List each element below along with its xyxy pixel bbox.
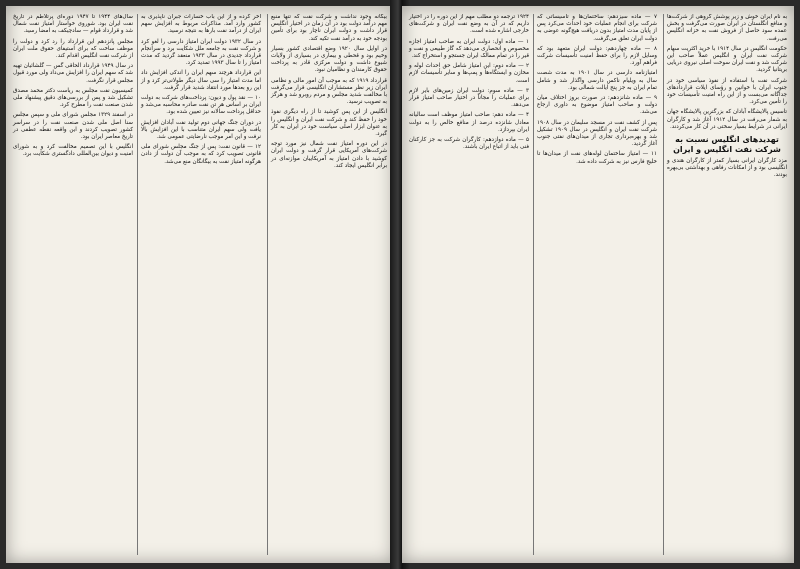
left-page-column-1 — [267, 14, 390, 555]
paragraph: مجلس پانزدهم این قرارداد را رد کرد و دولت را موظف ساخت که برای استیفای حقوق ملت ایران از شرکت نفت انگلیس اقدام کند. — [13, 38, 133, 60]
paragraph: آخر کرده و از این باب خسارات جبران ناپذیری به کشور وارد آمد. مذاکرات مربوط به افزایش سهم ایران از درآمد نفت بارها به نتیجه نرسید. — [141, 14, 261, 35]
paragraph: ۱۹۲۴ ترجمه دو مطلب مهم از این دوره را در اختیار داریم که در آن به وضع نفت ایران و شرکت‌های خارجی اشاره شده است. — [409, 14, 529, 35]
paragraph: انگلیس با این تصمیم مخالفت کرد و به شورای امنیت و دیوان بین‌المللی دادگستری شکایت برد. — [13, 144, 133, 158]
left-page — [6, 6, 394, 563]
paragraph: ۱۱ — امتیاز ساختمان لوله‌های نفت از میدان‌ها تا خلیج فارس نیز به شرکت داده شد. — [537, 151, 657, 165]
paragraph: ۵ — ماده دوازدهم: کارگران شرکت به جز کارکنان فنی باید از اتباع ایران باشند. — [409, 137, 529, 151]
paragraph: در دوران جنگ جهانی دوم تولید نفت آبادان افزایش یافت ولی سهم ایران متناسب با این افزایش بالا نرفت و این امر موجب نارضایتی عمومی شد. — [141, 119, 261, 141]
paragraph: ۱ — ماده اول: دولت ایران به صاحب امتیاز اجازه مخصوص و انحصاری می‌دهد که گاز طبیعی و نفت و قیر را در تمام ممالک ایران جستجو و استخراج کند. — [409, 38, 529, 60]
paragraph: ۴ — ماده دهم: صاحب امتیاز موظف است سالیانه معادل شانزده درصد از منافع خالص را به دولت ایران بپردازد. — [409, 112, 529, 133]
paragraph: شرکت نفت با استفاده از نفوذ سیاسی خود در جنوب ایران با خوانین و رؤسای ایلات قراردادهای جداگانه می‌بست و از این راه امنیت تأسیسات خود را تأمین می‌کرد. — [667, 77, 787, 106]
paragraph: ۷ — ماده سیزدهم: ساختمان‌ها و تأسیساتی که شرکت برای انجام عملیات خود احداث می‌کرد پس از پایان مدت امتیاز بدون دریافت هیچ‌گونه عوضی به دولت ایران تعلق می‌گرفت. — [537, 14, 657, 42]
paragraph: ۹ — ماده شانزدهم: در صورت بروز اختلاف میان دولت و صاحب امتیاز موضوع به داوری ارجاع می‌شد. — [537, 95, 657, 116]
paragraph: در اسفند ۱۳۲۹ مجلس شورای ملی و سپس مجلس سنا اصل ملی شدن صنعت نفت را در سراسر کشور تصویب کردند و این واقعه نقطه عطفی در تاریخ معاصر ایران بود. — [13, 112, 134, 141]
paragraph: ۳ — ماده سوم: دولت ایران زمین‌های بایر لازم برای عملیات را مجاناً در اختیار صاحب امتیاز قرار می‌دهد. — [409, 87, 529, 109]
paragraph: این قرارداد هرچند سهم ایران را اندکی افزایش داد اما مدت امتیاز را سی سال دیگر طولانی‌تر کرد و از این رو بعدها مورد انتقاد شدید قرار گرفت. — [141, 70, 261, 91]
paragraph: در سال ۱۹۴۹ قرارداد الحاقی گس — گلشائیان تهیه شد که سهم ایران را افزایش می‌داد ولی مورد قبول مجلس قرار نگرفت. — [13, 63, 133, 84]
paragraph: سال‌های ۱۹۴۴ تا ۱۹۴۷ دوره‌ای پرتلاطم در تاریخ نفت ایران بود. شوروی خواستار امتیاز نفت شمال شد و قرارداد قوام — سادچیکف به امضا رسید. — [13, 14, 133, 35]
section-heading: تهدیدهای انگلیس نسبت به شرکت نفت انگلیس و ایران — [673, 135, 781, 154]
paragraph: حکومت انگلیس در سال ۱۹۱۴ با خرید اکثریت سهام شرکت نفت ایران و انگلیس عملاً صاحب این شرکت شد و نفت ایران سوخت اصلی نیروی دریایی بریتانیا گردید. — [667, 45, 788, 74]
paragraph: در این دوره امتیاز نفت شمال نیز مورد توجه شرکت‌های آمریکایی قرار گرفت و دولت ایران کوشید با دادن امتیاز به آمریکاییان موازنه‌ای در برابر انگلیس ایجاد کند. — [271, 141, 387, 169]
paragraph: مزد کارگران ایرانی بسیار کمتر از کارگران هندی و انگلیسی بود و از امکانات رفاهی و بهداشتی بی‌بهره بودند. — [667, 158, 787, 179]
paragraph: پس از کشف نفت در مسجد سلیمان در سال ۱۹۰۸ شرکت نفت ایران و انگلیس در سال ۱۹۰۹ تشکیل شد و بهره‌برداری تجاری از میدان‌های نفتی جنوب آغاز گردید. — [537, 119, 657, 148]
paragraph: بیگانه وجود نداشت و شرکت نفت که تنها منبع مهم درآمد دولت بود در آن زمان در اختیار انگلیس قرار داشت و دولت ایران ناچار بود برای تأمین بودجه خود به درآمد نفت تکیه کند. — [271, 14, 387, 42]
paragraph: کمیسیون نفت مجلس به ریاست دکتر محمد مصدق تشکیل شد و پس از بررسی‌های دقیق پیشنهاد ملی شدن صنعت نفت را مطرح کرد. — [13, 87, 133, 109]
left-page-column-3 — [10, 14, 136, 555]
paragraph: به نام ایران خوش و زیر پوشش گروهی از شرکت‌ها و منافع انگلستان در ایران صورت می‌گرفت و بخش عمده سود حاصل از فروش نفت به خزانه انگلیس می‌رفت. — [667, 14, 787, 42]
paragraph: ۸ — ماده چهاردهم: دولت ایران متعهد بود که وسایل لازم را برای حفظ امنیت تأسیسات شرکت فراهم آورد. — [537, 45, 657, 67]
right-page-column-3 — [406, 14, 532, 555]
paragraph: قرارداد ۱۹۱۹ که به موجب آن امور مالی و نظامی ایران زیر نظر مستشاران انگلیسی قرار می‌گرفت با مخالفت شدید مجلس و مردم روبرو شد و هرگز به تصویب نرسید. — [271, 77, 387, 106]
paragraph: در سال ۱۹۳۲ دولت ایران امتیاز دارسی را لغو کرد و شرکت نفت به جامعه ملل شکایت برد و سرانجام قرارداد جدیدی در سال ۱۹۳۳ منعقد گردید که مدت امتیاز را تا سال ۱۹۹۳ تمدید کرد. — [141, 38, 261, 67]
right-page-column-1 — [663, 14, 790, 555]
right-page-column-2 — [533, 14, 660, 555]
paragraph: ۲ — ماده دوم: این امتیاز شامل حق احداث لوله و مخازن و ایستگاه‌ها و پمپ‌ها و سایر تأسیسات لازم است. — [409, 63, 529, 84]
paragraph: ۱۰ — نقد پول و دیون: پرداخت‌های شرکت به دولت ایران بر اساس هر تن نفت صادره محاسبه می‌شد و حداقل پرداخت سالانه نیز تعیین شده بود. — [141, 95, 261, 116]
paragraph: انگلیس از این پس کوشید تا از راه دیگری نفوذ خود را حفظ کند و شرکت نفت ایران و انگلیس را به عنوان ابزار اصلی سیاست خود در ایران به کار گیرد. — [271, 109, 387, 138]
paragraph: در اوایل سال ۱۹۲۰ وضع اقتصادی کشور بسیار وخیم بود و قحطی و بیماری در بسیاری از ولایات شیوع داشت و دولت مرکزی قادر به پرداخت حقوق کارمندان و نظامیان نبود. — [271, 45, 387, 74]
left-page-column-2 — [137, 14, 264, 555]
right-page — [402, 6, 794, 563]
paragraph: ۱۲ — قانون نفت: پس از جنگ مجلس شورای ملی قانونی تصویب کرد که به موجب آن دولت از دادن هرگونه امتیاز نفت به بیگانگان منع می‌شد. — [141, 144, 261, 165]
paragraph: تاسیس پالایشگاه آبادان که بزرگترین پالایشگاه جهان به شمار می‌رفت در سال ۱۹۱۲ آغاز شد و کارگران ایرانی در شرایط بسیار سختی در آن کار می‌کردند. — [667, 109, 787, 130]
paragraph: امتیازنامه دارسی در سال ۱۹۰۱ به مدت شصت سال به ویلیام ناکس دارسی واگذار شد و شامل تمام ایران به جز پنج ایالت شمالی بود. — [537, 70, 657, 91]
